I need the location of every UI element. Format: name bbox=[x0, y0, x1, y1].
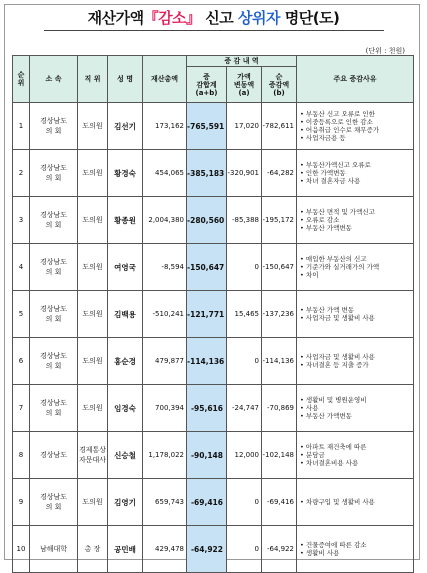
reason-item: • 아파트 재건축에 따른 bbox=[300, 443, 413, 451]
table-row bbox=[13, 338, 414, 385]
cell-value-change: 0 bbox=[227, 479, 262, 526]
title-part-2: 『감소』 bbox=[143, 9, 201, 27]
reason-item: • 부동산 가액변동 bbox=[300, 412, 413, 420]
cell-total: 429,478 bbox=[143, 526, 187, 573]
cell-name: 김백용 bbox=[108, 291, 143, 338]
cell-value-change: 17,020 bbox=[227, 103, 262, 150]
cell-name: 김선기 bbox=[108, 103, 143, 150]
header-name: 성 명 bbox=[108, 56, 143, 103]
cell-affiliation: 경상남도 의 회 bbox=[30, 150, 78, 197]
cell-name: 황경숙 bbox=[108, 150, 143, 197]
cell-affiliation: 경상남도 의 회 bbox=[30, 479, 78, 526]
header-change-group: 증 감 내 역 bbox=[187, 56, 297, 67]
cell-rank: 1 bbox=[13, 103, 30, 150]
cell-rank: 4 bbox=[13, 244, 30, 291]
reason-item: • 분담금 bbox=[300, 451, 413, 459]
title-part-5: 명단(도) bbox=[284, 9, 340, 27]
title-part-3: 신고 bbox=[205, 9, 234, 27]
header-value-change: 가액 변동액 (a) bbox=[227, 67, 262, 103]
cell-net-change: -64,922 bbox=[262, 526, 297, 573]
cell-decrease: -64,922 bbox=[187, 526, 227, 573]
cell-decrease: -150,647 bbox=[187, 244, 227, 291]
table-row bbox=[13, 432, 414, 479]
cell-rank: 5 bbox=[13, 291, 30, 338]
cell-decrease: -280,560 bbox=[187, 197, 227, 244]
reason-item: • 부동산 면적 및 가액신고 bbox=[300, 208, 413, 216]
reason-item: • 생활비 및 병원운영비 bbox=[300, 396, 413, 404]
cell-value-change: -24,747 bbox=[227, 385, 262, 432]
reason-item: • 부동산 가액 변동 bbox=[300, 306, 413, 314]
cell-net-change: -195,172 bbox=[262, 197, 297, 244]
cell-name: 여영국 bbox=[108, 244, 143, 291]
reason-item: • 기준가와 실거래가의 가액 bbox=[300, 263, 413, 271]
table-row bbox=[13, 103, 414, 150]
cell-name: 황종원 bbox=[108, 197, 143, 244]
cell-reasons bbox=[297, 479, 414, 526]
reason-item: • 차녀 결혼자금 사용 bbox=[300, 177, 413, 185]
cell-decrease: -114,136 bbox=[187, 338, 227, 385]
cell-reasons bbox=[297, 526, 414, 573]
reason-item: • 사용 bbox=[300, 404, 413, 412]
cell-name: 공민배 bbox=[108, 526, 143, 573]
cell-value-change: 12,000 bbox=[227, 432, 262, 479]
header-position: 직 위 bbox=[78, 56, 108, 103]
cell-total: -510,241 bbox=[143, 291, 187, 338]
cell-affiliation: 경상남도 의 회 bbox=[30, 197, 78, 244]
cell-reasons bbox=[297, 385, 414, 432]
cell-position: 총 장 bbox=[78, 526, 108, 573]
cell-rank: 10 bbox=[13, 526, 30, 573]
cell-position: 도의원 bbox=[78, 244, 108, 291]
cell-value-change: 0 bbox=[227, 526, 262, 573]
cell-net-change: -137,236 bbox=[262, 291, 297, 338]
page-title bbox=[0, 7, 427, 28]
cell-total: 173,162 bbox=[143, 103, 187, 150]
cell-affiliation: 경상남도 의 회 bbox=[30, 385, 78, 432]
cell-reasons bbox=[297, 291, 414, 338]
cell-decrease: -385,183 bbox=[187, 150, 227, 197]
cell-net-change: -64,282 bbox=[262, 150, 297, 197]
reason-list bbox=[300, 208, 413, 232]
cell-reasons bbox=[297, 103, 414, 150]
cell-total: 2,004,380 bbox=[143, 197, 187, 244]
reason-item: • 인한 가액변동 bbox=[300, 169, 413, 177]
cell-net-change: -114,136 bbox=[262, 338, 297, 385]
cell-decrease: -90,148 bbox=[187, 432, 227, 479]
asset-decrease-table bbox=[12, 55, 414, 573]
cell-reasons bbox=[297, 244, 414, 291]
cell-decrease: -121,771 bbox=[187, 291, 227, 338]
cell-affiliation: 경상남도 의 회 bbox=[30, 244, 78, 291]
reason-item: • 부동산 신고 오류로 인한 bbox=[300, 110, 413, 118]
cell-position: 도의원 bbox=[78, 338, 108, 385]
cell-position: 도의원 bbox=[78, 197, 108, 244]
reason-list bbox=[300, 541, 413, 557]
cell-value-change: 0 bbox=[227, 338, 262, 385]
cell-decrease: -95,616 bbox=[187, 385, 227, 432]
cell-total: 454,065 bbox=[143, 150, 187, 197]
reason-item: • 건물증여에 따른 감소 bbox=[300, 541, 413, 549]
cell-decrease: -69,416 bbox=[187, 479, 227, 526]
cell-rank: 8 bbox=[13, 432, 30, 479]
title-part-4: 상위자 bbox=[238, 9, 280, 27]
table-row bbox=[13, 291, 414, 338]
cell-total: 1,178,022 bbox=[143, 432, 187, 479]
table-row bbox=[13, 385, 414, 432]
cell-rank: 6 bbox=[13, 338, 30, 385]
cell-position: 도의원 bbox=[78, 103, 108, 150]
reason-list bbox=[300, 498, 413, 506]
cell-name: 임경숙 bbox=[108, 385, 143, 432]
reason-item: • 부동산 가액변동 bbox=[300, 224, 413, 232]
cell-net-change: -70,869 bbox=[262, 385, 297, 432]
reason-item: • 자녀결혼 등 지출 증가 bbox=[300, 361, 413, 369]
header-decrease: 증 감합계 (a+b) bbox=[187, 67, 227, 103]
reason-item: • 차이 bbox=[300, 271, 413, 279]
table-row bbox=[13, 526, 414, 573]
header-affiliation: 소 속 bbox=[30, 56, 78, 103]
header-rank: 순 위 bbox=[13, 56, 30, 103]
reason-item: • 이중등록으로 인한 감소 bbox=[300, 118, 413, 126]
cell-value-change: -85,388 bbox=[227, 197, 262, 244]
reason-list bbox=[300, 396, 413, 420]
cell-total: 479,877 bbox=[143, 338, 187, 385]
cell-affiliation: 경상남도 의 회 bbox=[30, 338, 78, 385]
reason-item: • 오류로 감소 bbox=[300, 216, 413, 224]
cell-total: 700,394 bbox=[143, 385, 187, 432]
cell-net-change: -150,647 bbox=[262, 244, 297, 291]
cell-affiliation: 경상남도 bbox=[30, 432, 78, 479]
reason-list bbox=[300, 353, 413, 369]
cell-net-change: -782,611 bbox=[262, 103, 297, 150]
cell-net-change: -69,416 bbox=[262, 479, 297, 526]
table-row bbox=[13, 150, 414, 197]
table-row bbox=[13, 479, 414, 526]
cell-position: 도의원 bbox=[78, 385, 108, 432]
cell-rank: 2 bbox=[13, 150, 30, 197]
cell-reasons bbox=[297, 197, 414, 244]
cell-total: -8,594 bbox=[143, 244, 187, 291]
cell-position: 도의원 bbox=[78, 150, 108, 197]
reason-item: • 어음취급 인수로 채무증가 bbox=[300, 126, 413, 134]
header-total: 재산총액 bbox=[143, 56, 187, 103]
header-reasons: 주요 증감사유 bbox=[297, 56, 414, 103]
cell-reasons bbox=[297, 432, 414, 479]
title-underline bbox=[44, 30, 384, 31]
cell-decrease: -765,591 bbox=[187, 103, 227, 150]
reason-item: • 매입한 부동산의 신고 bbox=[300, 255, 413, 263]
reason-item: • 생활비 사용 bbox=[300, 549, 413, 557]
cell-rank: 7 bbox=[13, 385, 30, 432]
reason-item: • 부동산가액신고 오류로 bbox=[300, 161, 413, 169]
cell-affiliation: 남해대학 bbox=[30, 526, 78, 573]
unit-note: (단위 : 천원) bbox=[365, 47, 405, 55]
table-row bbox=[13, 244, 414, 291]
reason-list bbox=[300, 306, 413, 322]
reason-list bbox=[300, 443, 413, 467]
reason-item: • 차량구입 및 생활비 사용 bbox=[300, 498, 413, 506]
cell-position: 도의원 bbox=[78, 479, 108, 526]
reason-list bbox=[300, 110, 413, 142]
header-net-change: 순 증감액 (b) bbox=[262, 67, 297, 103]
cell-position: 도의원 bbox=[78, 291, 108, 338]
cell-total: 659,743 bbox=[143, 479, 187, 526]
cell-value-change: 0 bbox=[227, 244, 262, 291]
cell-reasons bbox=[297, 150, 414, 197]
reason-item: • 차녀결혼비용 사용 bbox=[300, 459, 413, 467]
cell-name: 김영기 bbox=[108, 479, 143, 526]
table-row bbox=[13, 197, 414, 244]
reason-list bbox=[300, 161, 413, 185]
cell-reasons bbox=[297, 338, 414, 385]
cell-value-change: -320,901 bbox=[227, 150, 262, 197]
reason-list bbox=[300, 255, 413, 279]
cell-rank: 9 bbox=[13, 479, 30, 526]
cell-rank: 3 bbox=[13, 197, 30, 244]
cell-net-change: -102,148 bbox=[262, 432, 297, 479]
cell-name: 홍순경 bbox=[108, 338, 143, 385]
cell-value-change: 15,465 bbox=[227, 291, 262, 338]
reason-item: • 사업자금 및 생활비 사용 bbox=[300, 314, 413, 322]
reason-item: • 사업자금 및 생활비 사용 bbox=[300, 353, 413, 361]
cell-affiliation: 경상남도 의 회 bbox=[30, 103, 78, 150]
cell-affiliation: 경상남도 의 회 bbox=[30, 291, 78, 338]
cell-name: 신승철 bbox=[108, 432, 143, 479]
reason-item: • 사업자금용 등 bbox=[300, 134, 413, 142]
cell-position: 경제통상 자문대사 bbox=[78, 432, 108, 479]
title-part-1: 재산가액 bbox=[87, 9, 144, 27]
